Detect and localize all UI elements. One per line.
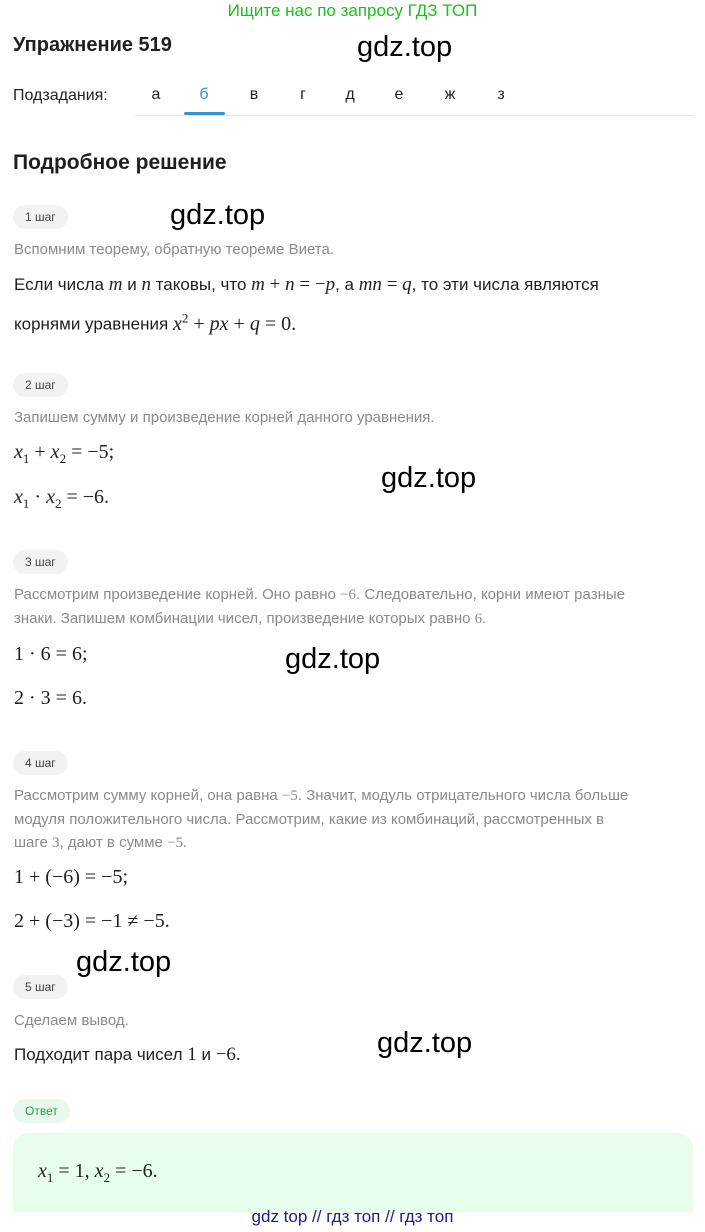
- step-1-text-line-1: [14, 274, 599, 296]
- footer-separator: //: [312, 1207, 322, 1226]
- text-fragment: , а: [335, 275, 354, 294]
- step-5-text: [14, 1044, 241, 1066]
- step-5-badge: [13, 975, 68, 999]
- watermark: gdz.top: [285, 643, 381, 675]
- footer-link-gdz-top[interactable]: gdz top: [251, 1207, 308, 1226]
- answer-badge: Ответ: [13, 1099, 70, 1123]
- step-badge: 3 шаг: [13, 550, 68, 574]
- text-fragment: и: [201, 1045, 211, 1064]
- tab-g[interactable]: г: [300, 86, 306, 103]
- text-fragment: , дают в сумме: [59, 834, 163, 851]
- text-fragment: Если числа: [14, 275, 105, 294]
- text-fragment: , то эти числа являются: [411, 275, 599, 294]
- tab-z[interactable]: з: [497, 86, 505, 103]
- step-badge: 5 шаг: [13, 975, 68, 999]
- step-badge: 4 шаг: [13, 751, 68, 775]
- tab-d[interactable]: д: [345, 86, 355, 103]
- text-fragment: Рассмотрим сумму корней, она равна: [14, 787, 278, 804]
- text-fragment: . Значит, модуль отрицательного числа больше: [297, 787, 629, 804]
- tab-zh[interactable]: ж: [444, 86, 456, 103]
- answer-formula: $x_1 = 1$, $x_2 = -6$.: [38, 1160, 158, 1185]
- math-value: 6.: [474, 611, 486, 627]
- step-4-badge: [13, 751, 68, 775]
- search-banner: Ищите нас по запросу ГДЗ ТОП: [227, 1, 478, 20]
- step-5-hint: Сделаем вывод.: [14, 1012, 129, 1029]
- footer-link-gdz-top-ru[interactable]: гдз топ: [326, 1207, 381, 1226]
- step-badge: 1 шаг: [13, 205, 68, 229]
- math-sum: m + n = −p: [251, 274, 336, 295]
- text-fragment: Подходит пара чисел: [14, 1045, 183, 1064]
- footer-links: [0, 1207, 705, 1227]
- formula-check-2: 2 + (−3) = −1 ≠ −5.: [14, 910, 170, 932]
- step-1-text-line-2: [14, 310, 296, 336]
- math-equation: $x^2$ + px + q = 0.: [172, 310, 297, 335]
- math-value: 3: [52, 835, 60, 851]
- watermark: gdz.top: [377, 1027, 473, 1059]
- tab-e[interactable]: е: [394, 86, 404, 103]
- footer-separator: //: [385, 1207, 395, 1226]
- math-product: mn = q: [358, 274, 412, 295]
- math-m: m: [108, 274, 123, 295]
- text-fragment: шаге: [14, 834, 48, 851]
- formula-combination-2: 2 · 3 = 6.: [14, 687, 87, 709]
- page-title: Упражнение 519: [13, 34, 172, 56]
- formula-combination-1: 1 · 6 = 6;: [14, 643, 88, 665]
- text-fragment: модуля положительного числа. Рассмотрим, какие из комбинаций, рассмотренных в: [14, 811, 605, 828]
- subtasks-label: Подзадания:: [13, 87, 108, 104]
- formula-product: $x_1 \cdot x_2 = -6$.: [14, 486, 110, 511]
- section-title: Подробное решение: [13, 151, 227, 174]
- tab-a[interactable]: а: [151, 86, 161, 103]
- math-value: −5.: [167, 835, 187, 851]
- text-fragment: таковы, что: [155, 275, 247, 294]
- step-2-badge: [13, 373, 68, 397]
- step-badge: 2 шаг: [13, 373, 68, 397]
- answer-badge-wrapper: [13, 1099, 70, 1123]
- step-4-hint: [14, 784, 699, 855]
- tabs-divider: [135, 115, 693, 116]
- math-value: −5: [281, 788, 298, 804]
- text-fragment: корнями уравнения: [14, 314, 169, 334]
- step-3-badge: [13, 550, 68, 574]
- tab-v[interactable]: в: [249, 86, 259, 103]
- math-value: −6: [340, 587, 357, 603]
- tab-b[interactable]: б: [199, 86, 209, 103]
- step-2-hint: Запишем сумму и произведение корней данного уравнения.: [14, 409, 435, 426]
- step-1-badge: [13, 205, 68, 229]
- text-fragment: Рассмотрим произведение корней. Оно равно: [14, 586, 336, 603]
- watermark: gdz.top: [170, 199, 266, 231]
- watermark: gdz.top: [357, 31, 453, 63]
- active-tab-indicator: [184, 112, 225, 115]
- math-value: 1: [187, 1044, 197, 1065]
- formula-check-1: 1 + (−6) = −5;: [14, 866, 128, 888]
- text-fragment: . Следовательно, корни имеют разные: [356, 586, 625, 603]
- watermark: gdz.top: [381, 462, 477, 494]
- text-fragment: знаки. Запишем комбинации чисел, произведение которых равно: [14, 610, 471, 627]
- footer-link-gdz-top-ru-2[interactable]: гдз топ: [399, 1207, 454, 1226]
- math-value: −6.: [215, 1044, 241, 1065]
- text-fragment: и: [127, 275, 137, 294]
- formula-sum: $x_1 + x_2 = -5$;: [14, 441, 115, 466]
- step-1-hint: Вспомним теорему, обратную теореме Виета.: [14, 241, 335, 258]
- math-n: n: [141, 274, 151, 295]
- step-3-hint: [14, 583, 699, 631]
- watermark: gdz.top: [76, 946, 172, 978]
